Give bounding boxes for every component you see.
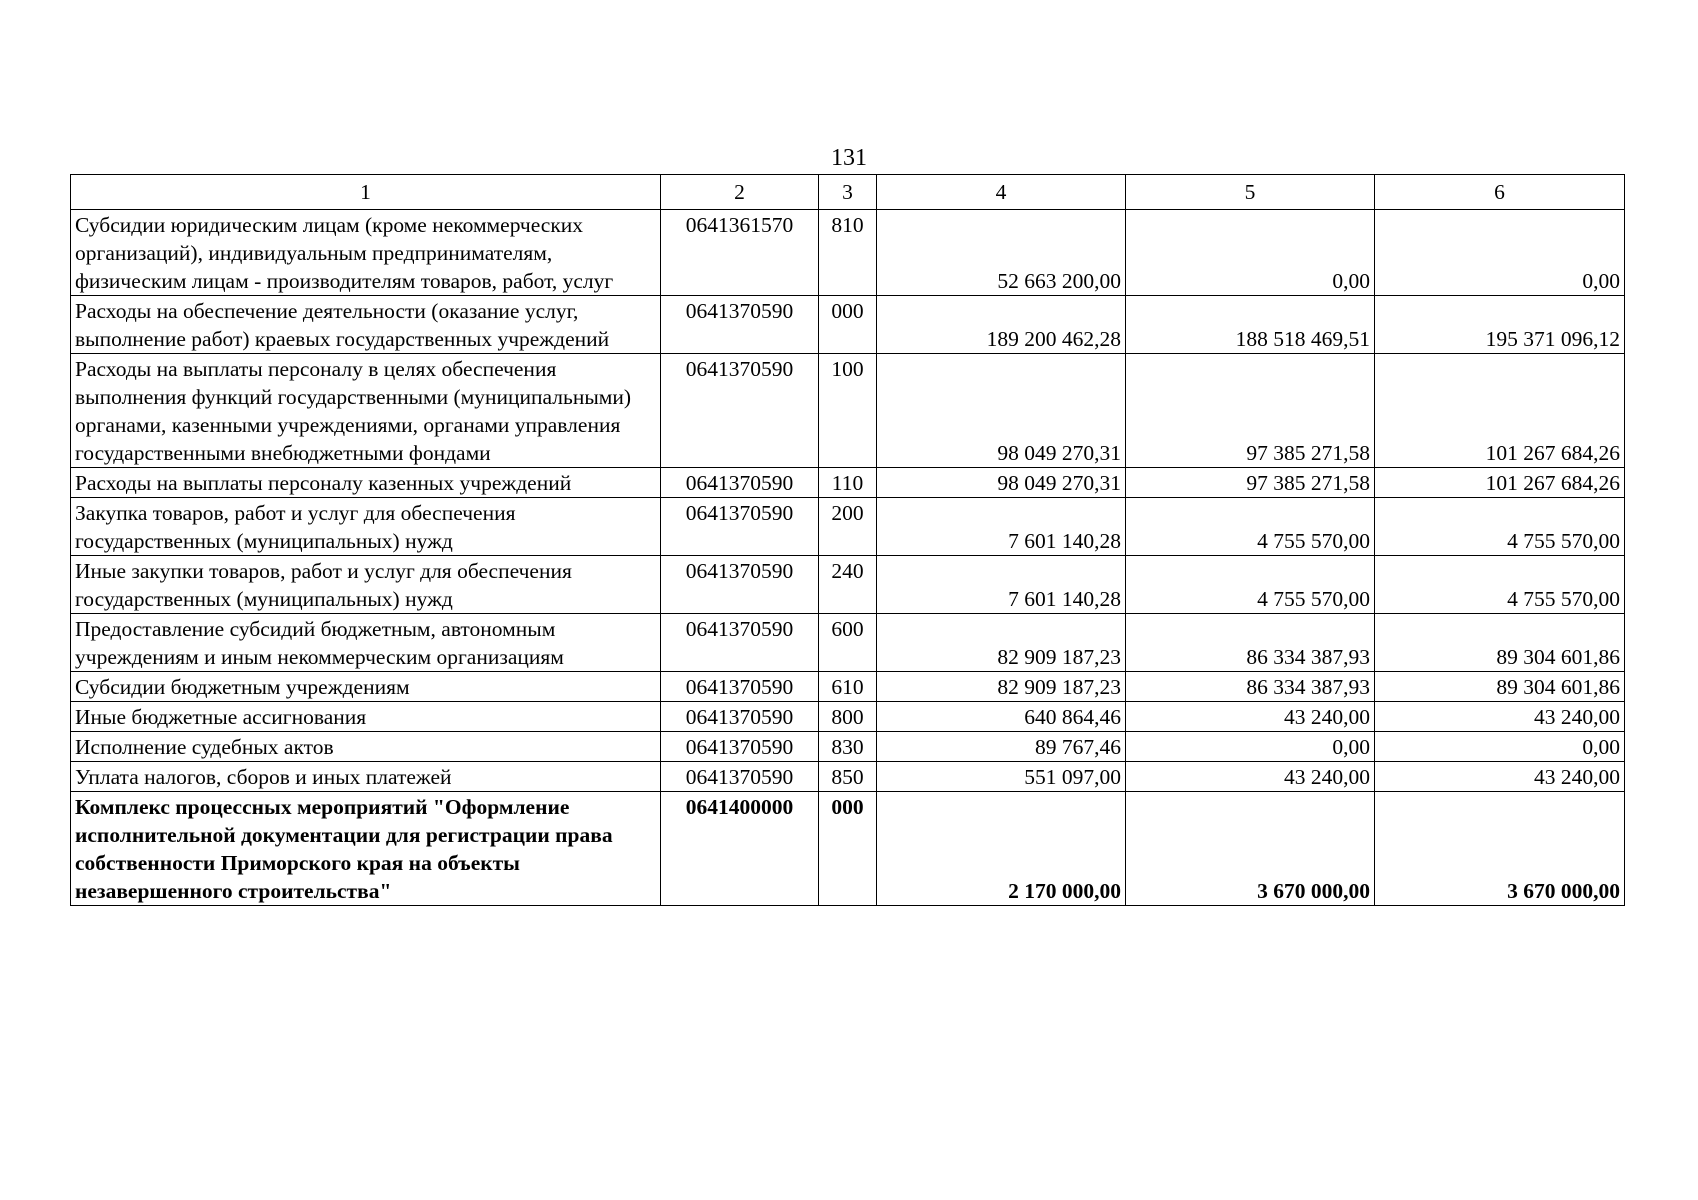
row-value-col6-cell: 4 755 570,00 xyxy=(1375,498,1625,556)
row-value-col4-cell: 551 097,00 xyxy=(877,762,1126,792)
row-value-col6-cell: 43 240,00 xyxy=(1375,762,1625,792)
row-csr-code-cell: 0641400000 xyxy=(661,792,819,906)
table-row xyxy=(71,210,1625,296)
row-value-col5-cell: 188 518 469,51 xyxy=(1126,296,1375,354)
row-value-col5-cell: 86 334 387,93 xyxy=(1126,672,1375,702)
row-csr-code-cell: 0641370590 xyxy=(661,498,819,556)
page-number: 131 xyxy=(831,145,867,171)
header-col-4: 4 xyxy=(877,175,1126,210)
row-value-col5-cell: 97 385 271,58 xyxy=(1126,468,1375,498)
row-vr-code-cell: 000 xyxy=(819,296,877,354)
row-value-col5-cell: 0,00 xyxy=(1126,732,1375,762)
row-value-col6-cell: 89 304 601,86 xyxy=(1375,672,1625,702)
row-name-cell: Закупка товаров, работ и услуг для обеспечения государственных (муниципальных) нужд xyxy=(71,498,661,556)
table-row xyxy=(71,296,1625,354)
row-name-cell: Иные бюджетные ассигнования xyxy=(71,702,661,732)
row-csr-code-cell: 0641370590 xyxy=(661,614,819,672)
header-col-1: 1 xyxy=(71,175,661,210)
table-row xyxy=(71,498,1625,556)
table-row xyxy=(71,732,1625,762)
row-name-cell: Расходы на выплаты персоналу в целях обеспечения выполнения функций государственными (муниципальными) органами, казенными учреждениями, органами управления государственными внебюджетными фондами xyxy=(71,354,661,468)
row-value-col4-cell: 640 864,46 xyxy=(877,702,1126,732)
row-csr-code-cell: 0641361570 xyxy=(661,210,819,296)
table-row xyxy=(71,792,1625,906)
row-value-col5-cell: 97 385 271,58 xyxy=(1126,354,1375,468)
table-row xyxy=(71,468,1625,498)
row-csr-code-cell: 0641370590 xyxy=(661,556,819,614)
row-value-col5-cell: 4 755 570,00 xyxy=(1126,556,1375,614)
row-vr-code-cell: 610 xyxy=(819,672,877,702)
table-row xyxy=(71,614,1625,672)
row-value-col4-cell: 98 049 270,31 xyxy=(877,468,1126,498)
table-row xyxy=(71,702,1625,732)
row-value-col6-cell: 0,00 xyxy=(1375,732,1625,762)
row-csr-code-cell: 0641370590 xyxy=(661,354,819,468)
row-value-col4-cell: 89 767,46 xyxy=(877,732,1126,762)
row-name-cell: Субсидии юридическим лицам (кроме некоммерческих организаций), индивидуальным предпринимателям, физическим лицам - производителям товаров, работ, услуг xyxy=(71,210,661,296)
row-value-col6-cell: 101 267 684,26 xyxy=(1375,354,1625,468)
row-value-col4-cell: 52 663 200,00 xyxy=(877,210,1126,296)
row-name-cell: Исполнение судебных актов xyxy=(71,732,661,762)
row-name-cell: Расходы на обеспечение деятельности (оказание услуг, выполнение работ) краевых государственных учреждений xyxy=(71,296,661,354)
row-value-col6-cell: 0,00 xyxy=(1375,210,1625,296)
table-body xyxy=(71,210,1625,906)
row-vr-code-cell: 810 xyxy=(819,210,877,296)
row-value-col4-cell: 189 200 462,28 xyxy=(877,296,1126,354)
row-name-cell: Уплата налогов, сборов и иных платежей xyxy=(71,762,661,792)
row-value-col4-cell: 98 049 270,31 xyxy=(877,354,1126,468)
row-vr-code-cell: 800 xyxy=(819,702,877,732)
row-vr-code-cell: 110 xyxy=(819,468,877,498)
header-col-2: 2 xyxy=(661,175,819,210)
table-row xyxy=(71,672,1625,702)
table-row xyxy=(71,556,1625,614)
row-value-col6-cell: 101 267 684,26 xyxy=(1375,468,1625,498)
row-value-col4-cell: 7 601 140,28 xyxy=(877,556,1126,614)
row-value-col6-cell: 89 304 601,86 xyxy=(1375,614,1625,672)
row-name-cell: Предоставление субсидий бюджетным, автономным учреждениям и иным некоммерческим организациям xyxy=(71,614,661,672)
row-vr-code-cell: 000 xyxy=(819,792,877,906)
row-value-col4-cell: 7 601 140,28 xyxy=(877,498,1126,556)
row-vr-code-cell: 850 xyxy=(819,762,877,792)
row-value-col6-cell: 3 670 000,00 xyxy=(1375,792,1625,906)
row-value-col5-cell: 3 670 000,00 xyxy=(1126,792,1375,906)
row-value-col5-cell: 43 240,00 xyxy=(1126,762,1375,792)
row-csr-code-cell: 0641370590 xyxy=(661,672,819,702)
budget-table xyxy=(70,174,1625,906)
row-name-cell: Субсидии бюджетным учреждениям xyxy=(71,672,661,702)
table-row xyxy=(71,762,1625,792)
row-csr-code-cell: 0641370590 xyxy=(661,468,819,498)
row-vr-code-cell: 600 xyxy=(819,614,877,672)
row-vr-code-cell: 100 xyxy=(819,354,877,468)
row-name-cell: Иные закупки товаров, работ и услуг для обеспечения государственных (муниципальных) нужд xyxy=(71,556,661,614)
row-value-col4-cell: 82 909 187,23 xyxy=(877,672,1126,702)
row-value-col5-cell: 86 334 387,93 xyxy=(1126,614,1375,672)
header-col-5: 5 xyxy=(1126,175,1375,210)
row-vr-code-cell: 830 xyxy=(819,732,877,762)
row-value-col6-cell: 195 371 096,12 xyxy=(1375,296,1625,354)
row-value-col5-cell: 4 755 570,00 xyxy=(1126,498,1375,556)
header-row xyxy=(71,175,1625,210)
row-csr-code-cell: 0641370590 xyxy=(661,296,819,354)
row-csr-code-cell: 0641370590 xyxy=(661,732,819,762)
row-value-col5-cell: 0,00 xyxy=(1126,210,1375,296)
header-col-3: 3 xyxy=(819,175,877,210)
row-vr-code-cell: 240 xyxy=(819,556,877,614)
row-csr-code-cell: 0641370590 xyxy=(661,702,819,732)
row-value-col6-cell: 4 755 570,00 xyxy=(1375,556,1625,614)
row-csr-code-cell: 0641370590 xyxy=(661,762,819,792)
row-value-col4-cell: 82 909 187,23 xyxy=(877,614,1126,672)
header-col-6: 6 xyxy=(1375,175,1625,210)
row-name-cell: Комплекс процессных мероприятий "Оформление исполнительной документации для регистрации права собственности Приморского края на объекты незавершенного строительства" xyxy=(71,792,661,906)
row-value-col6-cell: 43 240,00 xyxy=(1375,702,1625,732)
row-vr-code-cell: 200 xyxy=(819,498,877,556)
row-name-cell: Расходы на выплаты персоналу казенных учреждений xyxy=(71,468,661,498)
table-row xyxy=(71,354,1625,468)
row-value-col5-cell: 43 240,00 xyxy=(1126,702,1375,732)
row-value-col4-cell: 2 170 000,00 xyxy=(877,792,1126,906)
